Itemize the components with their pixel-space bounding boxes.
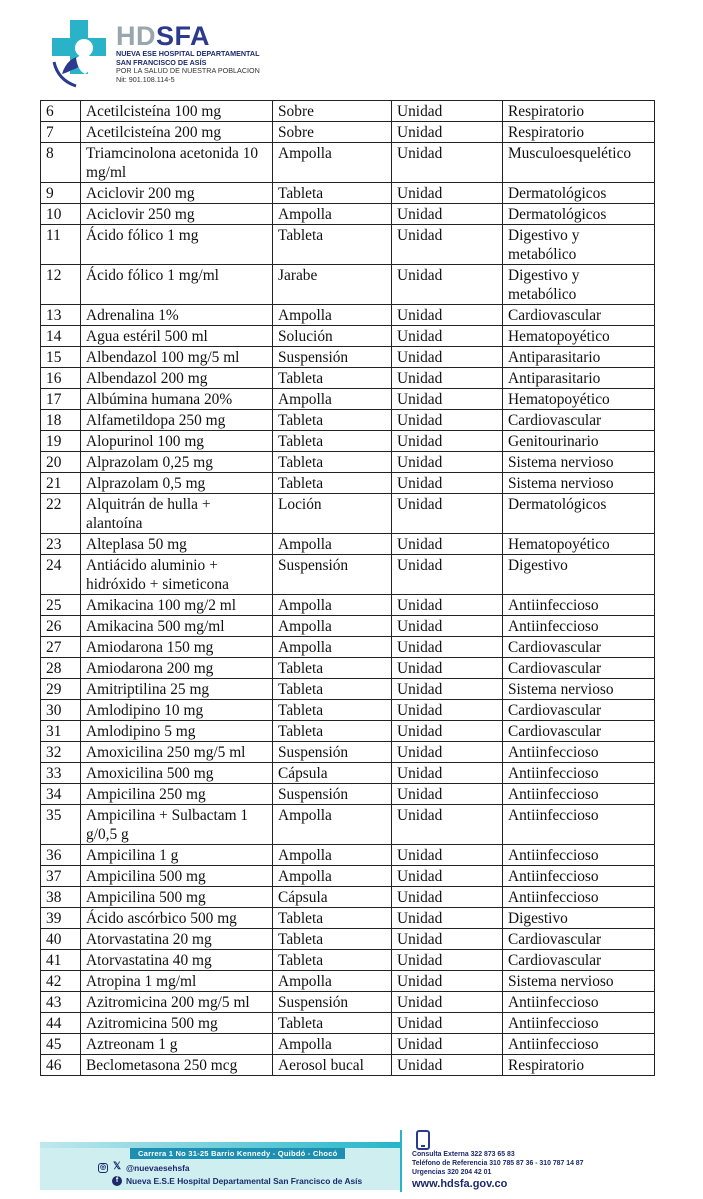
therapeutic-group-cell: Respiratorio	[503, 1055, 655, 1076]
table-row	[41, 473, 655, 494]
medication-name-cell: Albendazol 200 mg	[81, 368, 273, 389]
row-number-cell: 12	[41, 265, 81, 305]
row-number-cell: 15	[41, 347, 81, 368]
unit-cell: Unidad	[392, 555, 503, 595]
medication-name-cell: Atorvastatina 40 mg	[81, 950, 273, 971]
facebook-page[interactable]: Nueva E.S.E Hospital Departamental San Francisco de Asís	[126, 1176, 363, 1186]
presentation-cell: Tableta	[273, 679, 392, 700]
unit-cell: Unidad	[392, 368, 503, 389]
unit-cell: Unidad	[392, 742, 503, 763]
row-number-cell: 7	[41, 122, 81, 143]
brand-line-1: NUEVA ESE HOSPITAL DEPARTAMENTAL	[116, 49, 260, 58]
x-icon[interactable]: 𝕏	[112, 1161, 122, 1172]
presentation-cell: Suspensión	[273, 347, 392, 368]
row-number-cell: 24	[41, 555, 81, 595]
unit-cell: Unidad	[392, 101, 503, 122]
unit-cell: Unidad	[392, 431, 503, 452]
instagram-icon[interactable]: ◎	[99, 1164, 107, 1171]
therapeutic-group-cell: Cardiovascular	[503, 658, 655, 679]
medication-name-cell: Agua estéril 500 ml	[81, 326, 273, 347]
presentation-cell: Tableta	[273, 950, 392, 971]
row-number-cell: 25	[41, 595, 81, 616]
unit-cell: Unidad	[392, 326, 503, 347]
therapeutic-group-cell: Sistema nervioso	[503, 452, 655, 473]
unit-cell: Unidad	[392, 637, 503, 658]
table-row	[41, 1055, 655, 1076]
medication-name-cell: Azitromicina 200 mg/5 ml	[81, 992, 273, 1013]
row-number-cell: 23	[41, 534, 81, 555]
therapeutic-group-cell: Hematopoyético	[503, 326, 655, 347]
row-number-cell: 29	[41, 679, 81, 700]
medication-name-cell: Ampicilina + Sulbactam 1 g/0,5 g	[81, 805, 273, 845]
medication-name-cell: Aciclovir 250 mg	[81, 204, 273, 225]
medication-name-cell: Aztreonam 1 g	[81, 1034, 273, 1055]
medication-name-cell: Azitromicina 500 mg	[81, 1013, 273, 1034]
table-row	[41, 410, 655, 431]
therapeutic-group-cell: Dermatológicos	[503, 183, 655, 204]
unit-cell: Unidad	[392, 204, 503, 225]
medication-name-cell: Ácido ascórbico 500 mg	[81, 908, 273, 929]
unit-cell: Unidad	[392, 616, 503, 637]
row-number-cell: 21	[41, 473, 81, 494]
contact-referencia: Teléfono de Referencia 310 785 87 36 - 310 787 14 87	[412, 1160, 584, 1167]
unit-cell: Unidad	[392, 1034, 503, 1055]
table-row	[41, 742, 655, 763]
unit-cell: Unidad	[392, 1055, 503, 1076]
unit-cell: Unidad	[392, 1013, 503, 1034]
therapeutic-group-cell: Antiinfeccioso	[503, 1034, 655, 1055]
presentation-cell: Jarabe	[273, 265, 392, 305]
therapeutic-group-cell: Antiinfeccioso	[503, 866, 655, 887]
therapeutic-group-cell: Hematopoyético	[503, 534, 655, 555]
row-number-cell: 16	[41, 368, 81, 389]
unit-cell: Unidad	[392, 452, 503, 473]
presentation-cell: Sobre	[273, 122, 392, 143]
row-number-cell: 42	[41, 971, 81, 992]
therapeutic-group-cell: Antiinfeccioso	[503, 595, 655, 616]
unit-cell: Unidad	[392, 887, 503, 908]
medication-name-cell: Amikacina 100 mg/2 ml	[81, 595, 273, 616]
table-row	[41, 534, 655, 555]
medication-name-cell: Triamcinolona acetonida 10 mg/ml	[81, 143, 273, 183]
unit-cell: Unidad	[392, 700, 503, 721]
presentation-cell: Ampolla	[273, 534, 392, 555]
row-number-cell: 19	[41, 431, 81, 452]
row-number-cell: 17	[41, 389, 81, 410]
medication-name-cell: Albúmina humana 20%	[81, 389, 273, 410]
row-number-cell: 33	[41, 763, 81, 784]
therapeutic-group-cell: Respiratorio	[503, 101, 655, 122]
unit-cell: Unidad	[392, 473, 503, 494]
table-row	[41, 265, 655, 305]
table-row	[41, 721, 655, 742]
medication-table-wrapper	[40, 100, 654, 1076]
table-row	[41, 326, 655, 347]
table-row	[41, 992, 655, 1013]
contact-consulta: Consulta Externa 322 873 65 83	[412, 1151, 515, 1158]
therapeutic-group-cell: Antiinfeccioso	[503, 742, 655, 763]
presentation-cell: Tableta	[273, 473, 392, 494]
therapeutic-group-cell: Antiparasitario	[503, 347, 655, 368]
unit-cell: Unidad	[392, 763, 503, 784]
row-number-cell: 34	[41, 784, 81, 805]
therapeutic-group-cell: Antiinfeccioso	[503, 805, 655, 845]
hospital-cross-logo-icon	[40, 14, 120, 94]
table-row	[41, 431, 655, 452]
presentation-cell: Ampolla	[273, 845, 392, 866]
presentation-cell: Tableta	[273, 721, 392, 742]
medication-name-cell: Amiodarona 200 mg	[81, 658, 273, 679]
unit-cell: Unidad	[392, 679, 503, 700]
medication-name-cell: Beclometasona 250 mcg	[81, 1055, 273, 1076]
presentation-cell: Ampolla	[273, 143, 392, 183]
unit-cell: Unidad	[392, 265, 503, 305]
therapeutic-group-cell: Antiinfeccioso	[503, 616, 655, 637]
presentation-cell: Suspensión	[273, 992, 392, 1013]
unit-cell: Unidad	[392, 929, 503, 950]
unit-cell: Unidad	[392, 595, 503, 616]
row-number-cell: 38	[41, 887, 81, 908]
brand-nit: Nit: 901.108.114-5	[116, 74, 175, 84]
presentation-cell: Suspensión	[273, 742, 392, 763]
table-row	[41, 452, 655, 473]
presentation-cell: Tableta	[273, 410, 392, 431]
therapeutic-group-cell: Genitourinario	[503, 431, 655, 452]
unit-cell: Unidad	[392, 908, 503, 929]
therapeutic-group-cell: Digestivo y metabólico	[503, 225, 655, 265]
therapeutic-group-cell: Digestivo y metabólico	[503, 265, 655, 305]
medication-table-body	[41, 101, 655, 1076]
unit-cell: Unidad	[392, 225, 503, 265]
brand-block	[116, 22, 260, 84]
row-number-cell: 18	[41, 410, 81, 431]
table-row	[41, 763, 655, 784]
table-row	[41, 1034, 655, 1055]
row-number-cell: 14	[41, 326, 81, 347]
table-row	[41, 204, 655, 225]
unit-cell: Unidad	[392, 971, 503, 992]
row-number-cell: 46	[41, 1055, 81, 1076]
therapeutic-group-cell: Cardiovascular	[503, 700, 655, 721]
presentation-cell: Suspensión	[273, 784, 392, 805]
presentation-cell: Aerosol bucal	[273, 1055, 392, 1076]
table-row	[41, 971, 655, 992]
presentation-cell: Ampolla	[273, 305, 392, 326]
website-link[interactable]: www.hdsfa.gov.co	[412, 1178, 508, 1190]
table-row	[41, 389, 655, 410]
therapeutic-group-cell: Cardiovascular	[503, 637, 655, 658]
unit-cell: Unidad	[392, 183, 503, 204]
row-number-cell: 39	[41, 908, 81, 929]
table-row	[41, 183, 655, 204]
presentation-cell: Sobre	[273, 101, 392, 122]
unit-cell: Unidad	[392, 866, 503, 887]
row-number-cell: 11	[41, 225, 81, 265]
medication-name-cell: Amlodipino 5 mg	[81, 721, 273, 742]
therapeutic-group-cell: Cardiovascular	[503, 950, 655, 971]
social-row-facebook	[112, 1176, 362, 1186]
table-row	[41, 347, 655, 368]
page-footer	[40, 1120, 663, 1195]
table-row	[41, 305, 655, 326]
brand-sfa: SFA	[156, 21, 211, 51]
therapeutic-group-cell: Antiinfeccioso	[503, 845, 655, 866]
therapeutic-group-cell: Cardiovascular	[503, 929, 655, 950]
footer-address: Carrera 1 No 31-25 Barrio Kennedy - Quibdó - Chocó	[130, 1148, 345, 1159]
footer-divider	[400, 1130, 402, 1192]
presentation-cell: Tableta	[273, 225, 392, 265]
row-number-cell: 10	[41, 204, 81, 225]
table-row	[41, 866, 655, 887]
presentation-cell: Ampolla	[273, 1034, 392, 1055]
medication-name-cell: Ampicilina 500 mg	[81, 887, 273, 908]
therapeutic-group-cell: Dermatológicos	[503, 494, 655, 534]
row-number-cell: 44	[41, 1013, 81, 1034]
row-number-cell: 6	[41, 101, 81, 122]
instagram-handle[interactable]: @nuevaesehsfa	[126, 1163, 190, 1173]
table-row	[41, 494, 655, 534]
unit-cell: Unidad	[392, 347, 503, 368]
presentation-cell: Ampolla	[273, 204, 392, 225]
medication-name-cell: Amitriptilina 25 mg	[81, 679, 273, 700]
medication-name-cell: Antiácido aluminio + hidróxido + simeticona	[81, 555, 273, 595]
table-row	[41, 225, 655, 265]
unit-cell: Unidad	[392, 305, 503, 326]
unit-cell: Unidad	[392, 721, 503, 742]
unit-cell: Unidad	[392, 805, 503, 845]
row-number-cell: 28	[41, 658, 81, 679]
therapeutic-group-cell: Digestivo	[503, 908, 655, 929]
medication-name-cell: Ampicilina 500 mg	[81, 866, 273, 887]
table-row	[41, 700, 655, 721]
table-row	[41, 658, 655, 679]
presentation-cell: Tableta	[273, 431, 392, 452]
presentation-cell: Tableta	[273, 368, 392, 389]
contact-block	[412, 1150, 583, 1177]
medication-name-cell: Alteplasa 50 mg	[81, 534, 273, 555]
presentation-cell: Tableta	[273, 452, 392, 473]
row-number-cell: 45	[41, 1034, 81, 1055]
presentation-cell: Solución	[273, 326, 392, 347]
table-row	[41, 1013, 655, 1034]
presentation-cell: Tableta	[273, 1013, 392, 1034]
page-header	[40, 14, 360, 94]
table-row	[41, 637, 655, 658]
row-number-cell: 13	[41, 305, 81, 326]
medication-name-cell: Amiodarona 150 mg	[81, 637, 273, 658]
therapeutic-group-cell: Antiparasitario	[503, 368, 655, 389]
table-row	[41, 616, 655, 637]
phone-icon	[416, 1130, 430, 1150]
table-row	[41, 555, 655, 595]
presentation-cell: Tableta	[273, 183, 392, 204]
table-row	[41, 101, 655, 122]
therapeutic-group-cell: Respiratorio	[503, 122, 655, 143]
medication-name-cell: Ampicilina 1 g	[81, 845, 273, 866]
therapeutic-group-cell: Sistema nervioso	[503, 679, 655, 700]
unit-cell: Unidad	[392, 494, 503, 534]
brand-name	[116, 22, 260, 50]
therapeutic-group-cell: Antiinfeccioso	[503, 992, 655, 1013]
contact-urgencias: Urgencias 320 204 42 01	[412, 1169, 492, 1176]
medication-name-cell: Alopurinol 100 mg	[81, 431, 273, 452]
medication-name-cell: Atorvastatina 20 mg	[81, 929, 273, 950]
presentation-cell: Loción	[273, 494, 392, 534]
table-row	[41, 122, 655, 143]
therapeutic-group-cell: Cardiovascular	[503, 410, 655, 431]
presentation-cell: Ampolla	[273, 637, 392, 658]
presentation-cell: Cápsula	[273, 763, 392, 784]
brand-line-3: POR LA SALUD DE NUESTRA POBLACION	[116, 66, 260, 75]
medication-name-cell: Amikacina 500 mg/ml	[81, 616, 273, 637]
medication-name-cell: Alprazolam 0,25 mg	[81, 452, 273, 473]
table-row	[41, 805, 655, 845]
brand-hd: HD	[116, 21, 156, 51]
row-number-cell: 22	[41, 494, 81, 534]
therapeutic-group-cell: Antiinfeccioso	[503, 1013, 655, 1034]
presentation-cell: Tableta	[273, 700, 392, 721]
unit-cell: Unidad	[392, 845, 503, 866]
medication-name-cell: Ácido fólico 1 mg	[81, 225, 273, 265]
medication-name-cell: Acetilcisteína 100 mg	[81, 101, 273, 122]
therapeutic-group-cell: Antiinfeccioso	[503, 763, 655, 784]
medication-name-cell: Amoxicilina 500 mg	[81, 763, 273, 784]
unit-cell: Unidad	[392, 534, 503, 555]
table-row	[41, 887, 655, 908]
medication-name-cell: Atropina 1 mg/ml	[81, 971, 273, 992]
therapeutic-group-cell: Dermatológicos	[503, 204, 655, 225]
unit-cell: Unidad	[392, 143, 503, 183]
row-number-cell: 36	[41, 845, 81, 866]
row-number-cell: 26	[41, 616, 81, 637]
medication-name-cell: Adrenalina 1%	[81, 305, 273, 326]
brand-line-2: SAN FRANCISCO DE ASÍS	[116, 57, 207, 67]
presentation-cell: Ampolla	[273, 866, 392, 887]
therapeutic-group-cell: Cardiovascular	[503, 305, 655, 326]
facebook-icon[interactable]: f	[112, 1176, 122, 1186]
medication-name-cell: Albendazol 100 mg/5 ml	[81, 347, 273, 368]
unit-cell: Unidad	[392, 389, 503, 410]
row-number-cell: 30	[41, 700, 81, 721]
presentation-cell: Ampolla	[273, 389, 392, 410]
unit-cell: Unidad	[392, 658, 503, 679]
table-row	[41, 679, 655, 700]
therapeutic-group-cell: Digestivo	[503, 555, 655, 595]
row-number-cell: 41	[41, 950, 81, 971]
therapeutic-group-cell: Sistema nervioso	[503, 971, 655, 992]
row-number-cell: 40	[41, 929, 81, 950]
table-row	[41, 143, 655, 183]
row-number-cell: 43	[41, 992, 81, 1013]
row-number-cell: 31	[41, 721, 81, 742]
presentation-cell: Ampolla	[273, 595, 392, 616]
medication-name-cell: Ampicilina 250 mg	[81, 784, 273, 805]
table-row	[41, 929, 655, 950]
therapeutic-group-cell: Antiinfeccioso	[503, 887, 655, 908]
therapeutic-group-cell: Cardiovascular	[503, 721, 655, 742]
unit-cell: Unidad	[392, 950, 503, 971]
table-row	[41, 595, 655, 616]
therapeutic-group-cell: Hematopoyético	[503, 389, 655, 410]
presentation-cell: Ampolla	[273, 616, 392, 637]
row-number-cell: 20	[41, 452, 81, 473]
medication-table	[40, 100, 655, 1076]
social-row-instagram	[98, 1163, 190, 1173]
row-number-cell: 8	[41, 143, 81, 183]
medication-name-cell: Alprazolam 0,5 mg	[81, 473, 273, 494]
table-row	[41, 950, 655, 971]
therapeutic-group-cell: Musculoesquelético	[503, 143, 655, 183]
table-row	[41, 845, 655, 866]
unit-cell: Unidad	[392, 992, 503, 1013]
row-number-cell: 27	[41, 637, 81, 658]
presentation-cell: Tableta	[273, 658, 392, 679]
row-number-cell: 37	[41, 866, 81, 887]
medication-name-cell: Acetilcisteína 200 mg	[81, 122, 273, 143]
medication-name-cell: Amlodipino 10 mg	[81, 700, 273, 721]
presentation-cell: Ampolla	[273, 971, 392, 992]
row-number-cell: 35	[41, 805, 81, 845]
presentation-cell: Cápsula	[273, 887, 392, 908]
unit-cell: Unidad	[392, 784, 503, 805]
row-number-cell: 9	[41, 183, 81, 204]
therapeutic-group-cell: Sistema nervioso	[503, 473, 655, 494]
unit-cell: Unidad	[392, 410, 503, 431]
unit-cell: Unidad	[392, 122, 503, 143]
presentation-cell: Tableta	[273, 929, 392, 950]
medication-name-cell: Ácido fólico 1 mg/ml	[81, 265, 273, 305]
medication-name-cell: Alquitrán de hulla + alantoína	[81, 494, 273, 534]
table-row	[41, 368, 655, 389]
presentation-cell: Tableta	[273, 908, 392, 929]
medication-name-cell: Amoxicilina 250 mg/5 ml	[81, 742, 273, 763]
presentation-cell: Suspensión	[273, 555, 392, 595]
table-row	[41, 908, 655, 929]
row-number-cell: 32	[41, 742, 81, 763]
presentation-cell: Ampolla	[273, 805, 392, 845]
medication-name-cell: Aciclovir 200 mg	[81, 183, 273, 204]
table-row	[41, 784, 655, 805]
medication-name-cell: Alfametildopa 250 mg	[81, 410, 273, 431]
therapeutic-group-cell: Antiinfeccioso	[503, 784, 655, 805]
